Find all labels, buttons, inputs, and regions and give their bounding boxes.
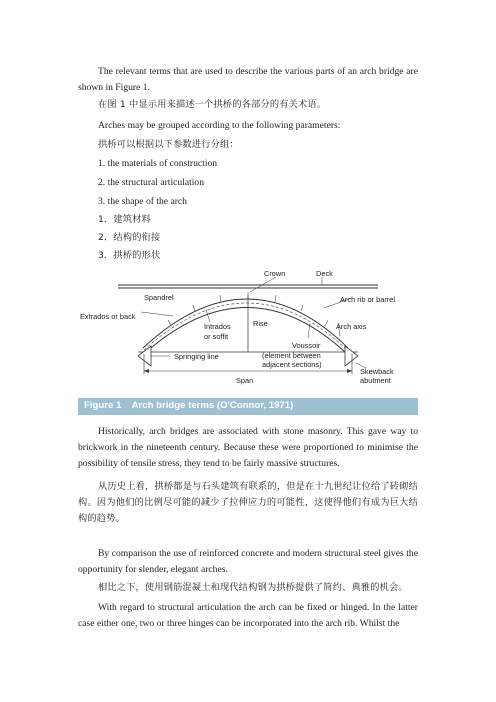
label-span: Span bbox=[236, 376, 254, 385]
label-abutment: abutment bbox=[360, 376, 391, 385]
param-item-3-cn: 3．拱桥的形状 bbox=[98, 250, 161, 261]
label-crown: Crown bbox=[264, 269, 286, 278]
history-paragraph: Historically, arch bridges are associated with stone masonry. This gave way to brickwork in the nineteenth century. Because these were proportioned to minimise the possibility of tensile stress, they tend to be fairly massive structures. bbox=[78, 426, 418, 469]
label-intrados: Intrados bbox=[204, 322, 231, 331]
comparison-paragraph-cn: 相比之下，使用钢筋混凝土和现代结构钢为拱桥提供了简约、典雅的机会。 bbox=[98, 582, 408, 593]
figure-caption-bar bbox=[78, 398, 418, 415]
label-voussoir-desc-1: (element between bbox=[262, 351, 321, 360]
label-rise: Rise bbox=[253, 319, 268, 328]
params-heading: Arches may be grouped according to the following parameters: bbox=[98, 120, 341, 131]
history-paragraph-cn: 从历史上看，拱桥都是与石头建筑有联系的，但是在十九世纪让位给了砖砌结构。因为他们的比例尽可能的减少了拉伸应力的可能性，这使得他们有成为巨大结构的趋势。 bbox=[78, 481, 418, 524]
left-abutment bbox=[138, 346, 151, 366]
label-voussoir-desc-2: adjacent sections) bbox=[262, 360, 322, 369]
param-item-2: 2. the structural articulation bbox=[98, 177, 205, 188]
label-spandrel: Spandrel bbox=[144, 293, 174, 302]
param-item-1: 1. the materials of construction bbox=[98, 158, 218, 169]
arch-bridge-diagram bbox=[78, 268, 418, 390]
label-voussoir: Voussoir bbox=[292, 341, 321, 350]
articulation-paragraph: With regard to structural articulation the arch can be fixed or hinged. In the latter case either one, two or three hinges can be incorporated into the arch rib. Whilst the bbox=[78, 602, 418, 629]
figure-caption: Figure 1 Arch bridge terms (O'Connor, 1971) bbox=[84, 400, 294, 411]
label-springing-line: Springing line bbox=[174, 352, 219, 361]
param-item-3: 3. the shape of the arch bbox=[98, 196, 187, 207]
param-item-2-cn: 2．结构的衔接 bbox=[98, 232, 161, 243]
span-arrow-left bbox=[144, 369, 149, 373]
params-heading-cn: 拱桥可以根据以下参数进行分组： bbox=[98, 139, 239, 150]
label-soffit: or soffit bbox=[204, 332, 229, 341]
label-deck: Deck bbox=[316, 269, 333, 278]
param-item-1-cn: 1．建筑材料 bbox=[98, 214, 151, 225]
label-skewback: Skewback bbox=[360, 367, 394, 376]
intro-paragraph: The relevant terms that are used to describe the various parts of an arch bridge are shown in Figure 1. bbox=[78, 66, 418, 93]
label-extrados: Extrados or back bbox=[80, 312, 136, 321]
intro-paragraph-cn: 在图 1 中显示用来描述一个拱桥的各部分的有关术语。 bbox=[98, 99, 327, 110]
arch-bridge-figure bbox=[78, 268, 418, 390]
label-arch-axis: Arch axis bbox=[336, 322, 367, 331]
span-arrow-right bbox=[347, 369, 352, 373]
comparison-paragraph: By comparison the use of reinforced concrete and modern structural steel gives the opportunity for slender, elegant arches. bbox=[78, 548, 418, 575]
label-arch-rib: Arch rib or barrel bbox=[340, 295, 396, 304]
